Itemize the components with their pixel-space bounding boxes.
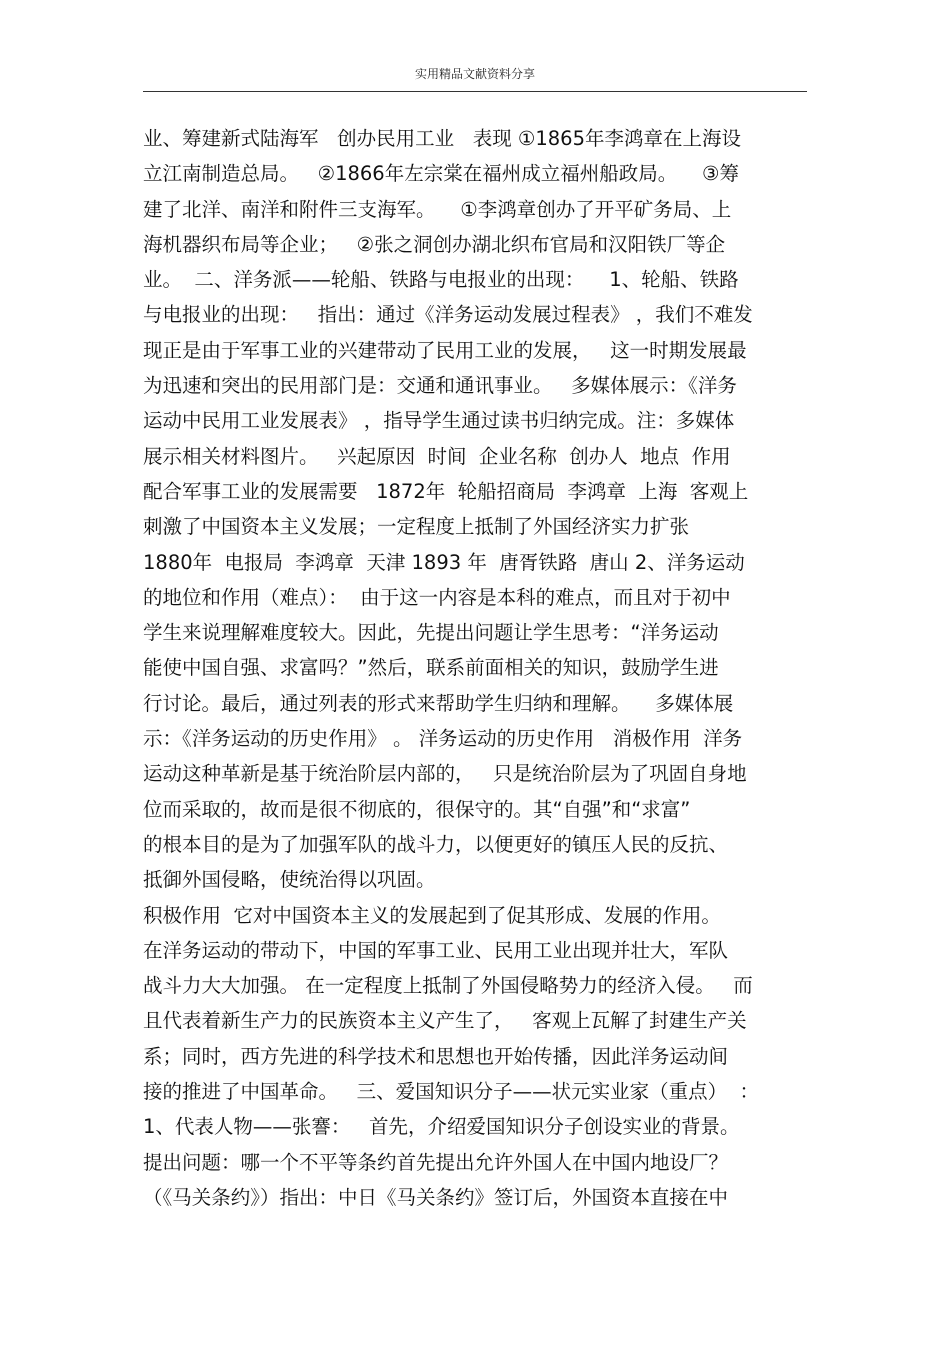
text-line: 抵御外国侵略，使统治得以巩固。	[143, 868, 436, 892]
text-line: 接的推进了中国革命。 三、爱国知识分子——状元实业家（重点） ：	[143, 1080, 759, 1104]
text-line: 学生来说理解难度较大。因此，先提出问题让学生思考：“洋务运动	[143, 621, 719, 645]
text-line: 在洋务运动的带动下，中国的军事工业、民用工业出现并壮大，军队	[143, 938, 729, 962]
text-line: 建了北洋、南洋和附件三支海军。 ①李鸿章创办了开平矿务局、上	[143, 197, 732, 221]
text-line: 的根本目的是为了加强军队的战斗力，以便更好的镇压人民的反抗、	[143, 832, 729, 856]
text-line: 展示相关材料图片。 兴起原因 时间 企业名称 创办人 地点 作用	[143, 444, 731, 468]
text-line: 1880年 电报局 李鸿章 天津 1893 年 唐胥铁路 唐山 2、洋务运动	[143, 550, 745, 574]
text-line: （《马关条约》）指出：中日《马关条约》签订后，外国资本直接在中	[143, 1185, 729, 1209]
text-line: 的地位和作用（难点）： 由于这一内容是本科的难点，而且对于初中	[143, 585, 731, 609]
text-line: 业。 二、洋务派——轮船、铁路与电报业的出现： 1、轮船、铁路	[143, 268, 739, 292]
text-line: 为迅速和突出的民用部门是：交通和通讯事业。 多媒体展示：《洋务	[143, 374, 737, 398]
text-line: 示：《洋务运动的历史作用》 。 洋务运动的历史作用 消极作用 洋务	[143, 727, 743, 751]
text-line: 能使中国自强、求富吗？”然后，联系前面相关的知识，鼓励学生进	[143, 656, 719, 680]
text-line: 立江南制造总局。 ②1866年左宗棠在福州成立福州船政局。 ③筹	[143, 162, 739, 186]
text-line: 位而采取的，故而是很不彻底的，很保守的。其“自强”和“求富”	[143, 797, 691, 821]
document-body	[143, 121, 823, 1215]
text-line: 运动中民用工业发展表》 ，指导学生通过读书归纳完成。注：多媒体	[143, 409, 735, 433]
text-line: 行讨论。最后，通过列表的形式来帮助学生归纳和理解。 多媒体展	[143, 691, 734, 715]
text-line: 且代表着新生产力的民族资本主义产生了， 客观上瓦解了封建生产关	[143, 1009, 747, 1033]
text-line: 与电报业的出现： 指出：通过《洋务运动发展过程表》 ，我们不难发	[143, 303, 753, 327]
text-line: 运动这种革新是基于统治阶层内部的， 只是统治阶层为了巩固自身地	[143, 762, 747, 786]
text-line: 业、筹建新式陆海军 创办民用工业 表现 ①1865年李鸿章在上海设	[143, 127, 741, 150]
header-divider	[143, 91, 807, 92]
text-line: 战斗力大大加强。 在一定程度上抵制了外国侵略势力的经济入侵。 而	[143, 974, 753, 998]
text-line: 系；同时，西方先进的科学技术和思想也开始传播，因此洋务运动间	[143, 1044, 729, 1068]
text-line: 配合军事工业的发展需要 1872年 轮船招商局 李鸿章 上海 客观上	[143, 479, 749, 503]
text-line: 海机器织布局等企业； ②张之洞创办湖北织布官局和汉阳铁厂等企	[143, 232, 726, 256]
text-line: 积极作用 它对中国资本主义的发展起到了促其形成、发展的作用。	[143, 903, 721, 927]
text-line: 现正是由于军事工业的兴建带动了民用工业的发展， 这一时期发展最	[143, 338, 747, 362]
text-line: 刺激了中国资本主义发展；一定程度上抵制了外国经济实力扩张	[143, 515, 690, 539]
page-header-title: 实用精品文献资料分享	[414, 67, 535, 81]
text-line: 1、代表人物——张謇： 首先，介绍爱国知识分子创设实业的背景。	[143, 1115, 740, 1139]
text-line: 提出问题：哪一个不平等条约首先提出允许外国人在中国内地设厂？	[143, 1150, 729, 1174]
